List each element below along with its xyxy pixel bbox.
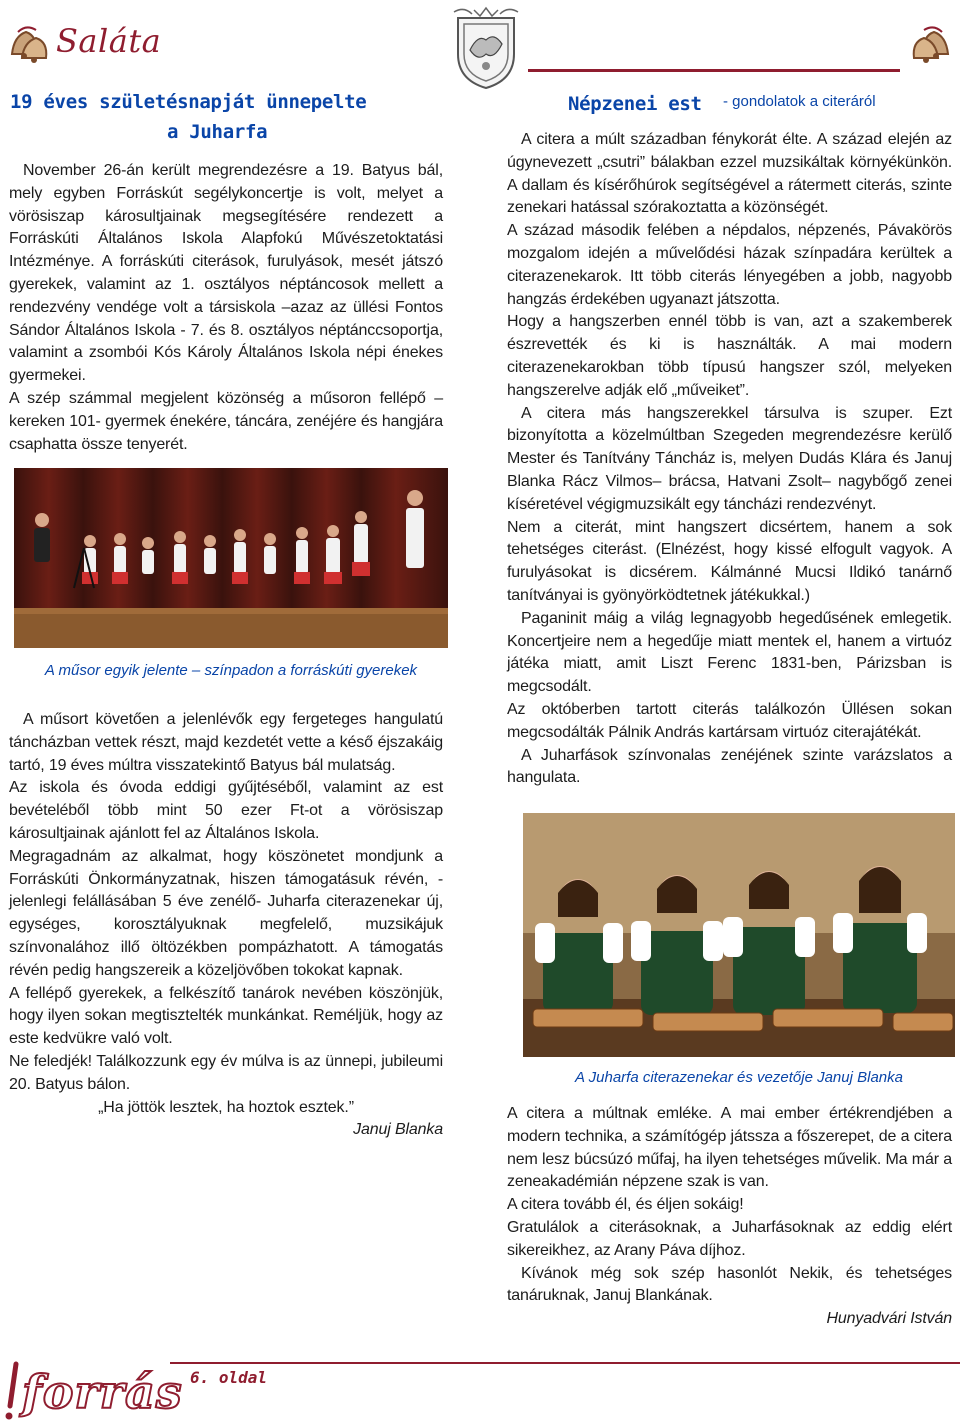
page-header xyxy=(0,0,960,82)
paragraph: A citera tovább él, és éljen sokáig! xyxy=(507,1196,744,1214)
closing-quote: „Ha jöttök lesztek, ha hoztok esztek.” xyxy=(98,1098,354,1116)
paragraph: Kívánok még sok szép hasonlót Nekik, és tehetséges tanáruknak, Januj Blankának. xyxy=(507,1264,952,1305)
svg-text:forrás: forrás xyxy=(22,1365,183,1419)
footer-divider xyxy=(170,1362,960,1364)
paragraph: Megragadnám az alkalmat, hogy köszönetet mondjunk a Forráskúti Önkormányzatnak, hiszen támogatásuk révén, - jelenlegi felállásában 5 éve zenélő- Juharfa citerazenekar új, egységes, korosztályuknak megfelelő, muzsikájuk színvonalához illő öltözékben pompázhatott. A támogatás révén pedig hangszereik a közeljövőben tokokat kapnak. xyxy=(9,847,443,979)
left-article-body-top xyxy=(9,160,443,456)
bells-icon xyxy=(6,20,52,66)
bells-icon xyxy=(908,20,954,66)
right-article-subtitle: - gondolatok a citeráról xyxy=(723,93,876,110)
paragraph: Hogy a hangszerben ennél több is van, azt a szakemberek észrevették és ki is használták. A mai modern citerazenekarokban több típusú hangszer szól, melyeken hangszerelve adják elő „műveiket”. xyxy=(507,313,952,399)
page-number: 6. oldal xyxy=(190,1368,268,1387)
paragraph: A század második felében a népdalos, népzenés, Pávakörös mozgalom idején a művelődési házak színpadára kerültek a citerazenekarok. Itt több citerás lényegében a jobb, nagyobb hangzás érdekében ugyanazt játszotta. xyxy=(507,222,952,308)
paragraph: Nem a citerát, mint hangszert dicsértem, hanem a sok tehetséges citerást. (Elnézést, hogy kissé elfogult vagyok. A furulyásokat is dicsérem. Kálmánné Mucsi Ildikó tanárnő tanítványai is gyönyörködtetnek játékukkal.) xyxy=(507,518,952,604)
header-divider xyxy=(528,69,900,72)
stage-photo-caption: A műsor egyik jelente – színpadon a forráskúti gyerekek xyxy=(44,662,418,679)
orchestra-photo xyxy=(523,813,955,1057)
stage-photo xyxy=(14,468,448,648)
orchestra-photo-caption: A Juharfa citerazenekar és vezetője Januj Blanka xyxy=(575,1069,903,1086)
left-article-title: 19 éves születésnapját ünnepelte xyxy=(10,91,367,113)
right-article-body-bottom xyxy=(507,1103,952,1331)
paragraph: A Juharfások színvonalas zenéjének szinte varázslatos a hangulata. xyxy=(507,746,952,787)
section-title: Saláta xyxy=(56,22,162,60)
paragraph: November 26-án került megrendezésre a 19. Batyus bál, mely egyben Forráskút segélykoncertje is volt, melyet a vörösiszap károsultjainak megsegítésére rendezett a Forráskúti Általános Iskola Alapfokú Művészetoktatási Intézménye. A forráskúti citerások, furulyások, mesét játszó gyerekek, valamint az 1. osztályos néptáncosok mellett a rendezvény vendége volt a társiskola –azaz az üllési Fontos Sándor Általános Iskola - 7. és 8. osztályos néptánccsoportja, valamint a zsombói Kós Károly Általános Iskola népi énekes gyermekei. xyxy=(9,162,443,385)
paragraph: Az októberben tartott citerás találkozón Üllésen sokan megcsodálták Pálnik András kartársam virtuóz citerajátékát. xyxy=(507,700,952,741)
paragraph: A fellépő gyerekek, a felkészítő tanárok nevében köszönjük, hogy ilyen sokan megtisztelték munkánkat. Reméljük, hogy az este kedvükre való volt. xyxy=(9,984,443,1048)
forras-logo xyxy=(2,1358,192,1422)
paragraph: Gratulálok a citerásoknak, a Juharfásoknak az eddig elért sikereikhez, az Arany Páva díjhoz. xyxy=(507,1218,952,1259)
left-article-body-bottom xyxy=(9,709,443,1142)
left-article-title-cont: a Juharfa xyxy=(167,121,268,143)
right-article-title: Népzenei est xyxy=(568,93,702,115)
paragraph: A citera más hangszerekkel társulva is szuper. Ezt bizonyította a közelmúltban Szegeden megrendezésre kerülő Mester és Tanítvány Táncház is, melyen Dudás Klára és Januj Blanka Rácz Vilmos– brácsa, Hatvani Zsolt– nagybőgő zenei kíséretével végigmuzsikált egy táncházi rendezvényt. xyxy=(507,404,952,513)
paragraph: Ne feledjék! Találkozzunk egy év múlva is az ünnepi, jubileumi 20. Batyus bálon. xyxy=(9,1052,443,1093)
paragraph: A citera a múltnak emléke. A mai ember értékrendjében a modern technika, a számítógép játssza a főszerepet, de a citera nem lesz búcsúzó műfaj, ha ilyen tehetséges művelik. Ma már a zeneakadémián népzene szak is van. xyxy=(507,1105,952,1191)
paragraph: A műsort követően a jelenlévők egy fergeteges hangulatú táncházban vettek részt, majd kezdetét vette a késő éjszakáig tartó, 19 éves múltra visszatekintő Batyus bál mulatság. xyxy=(9,711,443,774)
paragraph: A szép számmal megjelent közönség a műsoron fellépő – kereken 101- gyermek énekére, táncára, zenéjére és hangjára csaphatta össze tenyerét. xyxy=(9,389,443,453)
paragraph: A citera a múlt században fénykorát élte. A század elején az úgynevezett „csutri” bálakban ezzel muzsikáltak környékünkön. A dallam és kísérőhúrok segítségével a rátermett citerás, szinte zenekari hatással szórakoztatta a közönségét. xyxy=(507,131,952,217)
coat-of-arms-icon xyxy=(444,4,528,92)
paragraph: Az iskola és óvoda eddigi gyűjtéséből, valamint az est bevételéből több mint 50 ezer Ft-ot a vörösiszap károsultjainak ajánlott fel az Általános Iskola. xyxy=(9,779,443,842)
right-article-body-top xyxy=(507,129,952,790)
author-signature: Januj Blanka xyxy=(353,1121,443,1139)
author-signature: Hunyadvári István xyxy=(826,1310,952,1328)
paragraph: Paganinit máig a világ legnagyobb hegedűsének emlegetik. Koncertjeire nem a hegedűje miatt mentek el, hanem a virtuóz játéka miatt, amit Liszt Ferenc 1831-ben, Párizsban is megcsodált. xyxy=(507,609,952,696)
